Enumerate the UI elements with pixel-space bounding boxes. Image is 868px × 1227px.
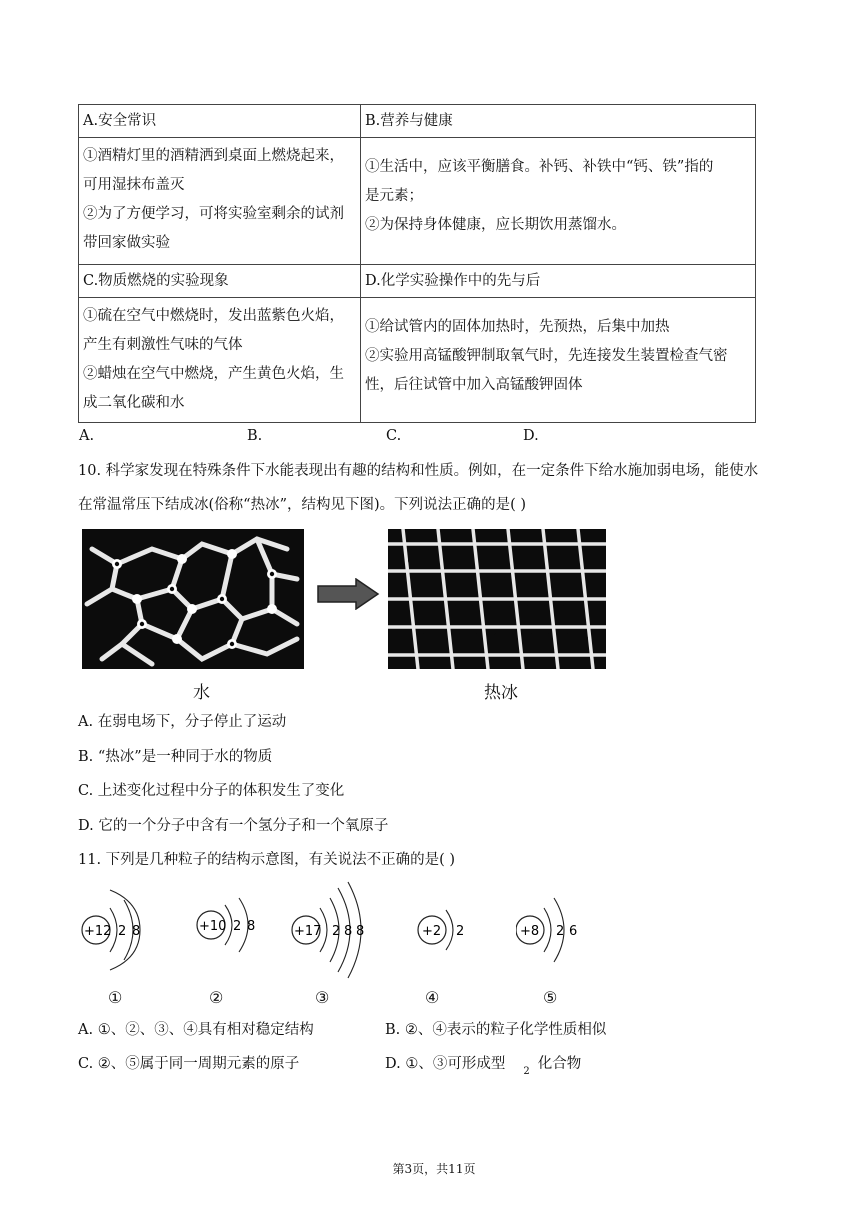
shell-electrons: 2 [118,924,127,939]
shell-electrons: 8 [344,924,353,939]
q9-option-a: A. [79,428,95,444]
q11-choice-d-text: D. ①、③可形成型 [385,1056,506,1072]
q9-option-c: C. [386,428,402,444]
table-cell-a-body [79,138,361,265]
table-cell-d-head: D.化学实验操作中的先与后 [361,265,756,298]
table-line: 可用湿抹布盖灭 [83,177,185,193]
nucleus-label: +8 [520,924,540,939]
table-cell-a-head: A.安全常识 [79,105,361,138]
shell-electrons: 2 [233,919,242,934]
nucleus-label: +10 [199,919,227,934]
q11-choice-c: C. ②、⑤属于同一周期元素的原子 [78,1056,300,1072]
table-line: 性，后往试管中加入高锰酸钾固体 [365,377,583,393]
nucleus-label: +12 [84,924,112,939]
table-cell-c-body [79,298,361,423]
atom-diagram-3 [290,880,410,980]
q11-choice-d [385,1052,582,1077]
table-line: ①给试管内的固体加热时，先预热，后集中加热 [365,319,670,335]
water-structure-image [82,529,304,669]
shell-electrons: 2 [456,924,465,939]
table-line: ②实验用高锰酸钾制取氧气时，先连接发生装置检查气密 [365,348,728,364]
q10-choice-c: C. 上述变化过程中分子的体积发生了变化 [78,783,345,799]
transition-arrow-icon [316,578,380,610]
q9-option-d: D. [523,428,539,444]
table-line: 成二氧化碳和水 [83,395,185,411]
shell-electrons: 2 [556,924,565,939]
table-line: ②蜡烛在空气中燃烧，产生黄色火焰，生 [83,366,344,382]
q11-stem: 11. 下列是几种粒子的结构示意图，有关说法不正确的是( ) [78,852,456,868]
shell-electrons: 8 [356,924,365,939]
atom-diagram-1 [80,880,190,980]
table-line: ①酒精灯里的酒精洒到桌面上燃烧起来， [83,148,344,164]
q10-stem-line2: 在常温常压下结成冰(俗称“热冰”，结构见下图)。下列说法正确的是( ) [78,497,527,513]
table-line: ②为保持身体健康，应长期饮用蒸馏水。 [365,217,626,233]
table-cell-c-head: C.物质燃烧的实验现象 [79,265,361,298]
table-line: ②为了方便学习，可将实验室剩余的试剂 [83,206,344,222]
atom-diagram-5 [516,880,626,980]
nucleus-label: +17 [294,924,322,939]
atom-diagram-2 [195,880,305,980]
table-cell-b-head: B.营养与健康 [361,105,756,138]
q11-choice-d-subscript: 2 [523,1066,530,1077]
shell-electrons: 8 [247,919,256,934]
q10-choice-b: B. “热冰”是一种同于水的物质 [78,749,273,765]
atom-label-4: ④ [425,988,440,1007]
q9-option-b: B. [247,428,263,444]
q11-choice-d-end: 化合物 [537,1056,582,1072]
table-cell-b-body [361,138,756,265]
atom-label-2: ② [209,988,224,1007]
table-line: 是元素； [365,188,423,204]
atom-label-5: ⑤ [543,988,558,1007]
q11-choice-a: A. ①、②、③、④具有相对稳定结构 [78,1022,314,1038]
q11-choice-b: B. ②、④表示的粒子化学性质相似 [385,1022,607,1038]
atom-label-1: ① [108,988,123,1007]
table-line: 产生有刺激性气味的气体 [83,337,243,353]
nucleus-label: +2 [422,924,442,939]
shell-electrons: 2 [332,924,341,939]
question-9-table [78,104,756,423]
atom-label-3: ③ [315,988,330,1007]
caption-hot-ice: 热冰 [484,683,518,703]
table-line: ①生活中，应该平衡膳食。补钙、补铁中“钙、铁”指的 [365,159,714,175]
q10-choice-a: A. 在弱电场下，分子停止了运动 [78,714,287,730]
table-line: ①硫在空气中燃烧时，发出蓝紫色火焰， [83,308,344,324]
atom-diagram-4 [416,880,526,980]
shell-electrons: 8 [132,924,141,939]
page-footer: 第3页，共11页 [392,1162,476,1176]
caption-water: 水 [193,683,210,703]
q10-choice-d: D. 它的一个分子中含有一个氢分子和一个氧原子 [78,818,389,834]
table-line: 带回家做实验 [83,235,170,251]
hot-ice-structure-image [388,529,606,669]
q10-stem-line1: 10. 科学家发现在特殊条件下水能表现出有趣的结构和性质。例如，在一定条件下给水施加弱电场，能使水 [78,463,759,479]
table-cell-d-body [361,298,756,423]
shell-electrons: 6 [569,924,578,939]
